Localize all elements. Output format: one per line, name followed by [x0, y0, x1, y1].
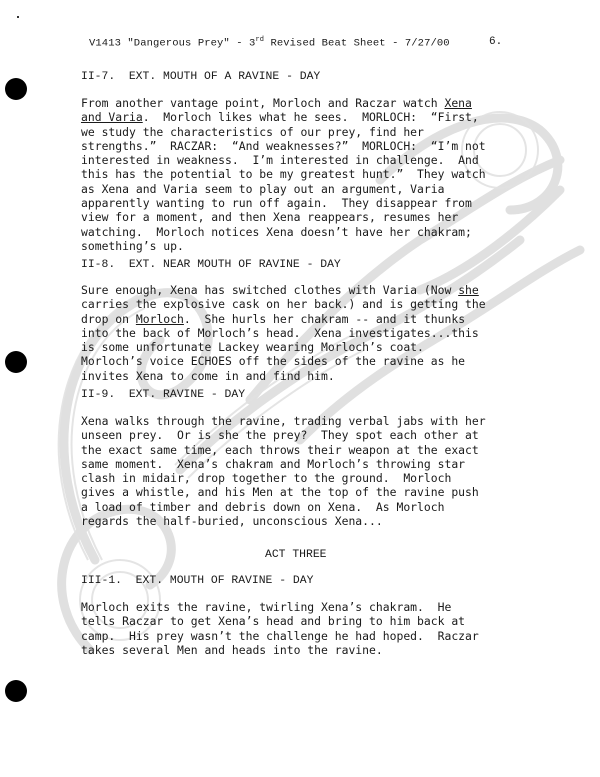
- scene-body: [81, 600, 521, 657]
- line-text: carries the explosive cask on her back.) and is getting the: [81, 297, 486, 312]
- line-text: a load of timber and debris down on Xena. As Morloch: [81, 499, 445, 514]
- underlined-text: Morloch: [135, 311, 184, 326]
- line-text: view for a moment, and then Xena reappears, resumes her: [81, 210, 459, 225]
- line-text: . Morloch likes what he sees. MORLOCH: “First,: [142, 110, 479, 125]
- binder-hole: [5, 78, 27, 100]
- line-text: watching. Morloch notices Xena doesn’t have her chakram;: [81, 224, 472, 239]
- line-text: takes several Men and heads into the ravine.: [81, 642, 383, 657]
- line-text: as Xena and Varia seem to play out an argument, Varia: [81, 181, 445, 196]
- underlined-text: Xena: [444, 96, 472, 110]
- body-line: [81, 643, 521, 657]
- line-text: . She hurls her chakram -- and it thunks: [183, 311, 466, 326]
- line-text: Morloch’s voice ECHOES off the sides of the ravine as he: [81, 354, 466, 369]
- line-text: we study the characteristics of our prey, find her: [81, 124, 424, 139]
- body-line: [81, 110, 521, 124]
- act-heading: ACT THREE: [265, 549, 327, 561]
- body-line: [81, 125, 521, 139]
- body-line: [81, 340, 521, 354]
- body-line: [81, 414, 521, 428]
- line-text: camp. His prey wasn’t the challenge he had hoped. Raczar: [81, 628, 479, 643]
- body-line: [81, 182, 521, 196]
- header-prefix: V1413 "Dangerous Prey" - 3: [89, 37, 256, 50]
- binder-hole: [5, 680, 27, 702]
- body-line: [81, 96, 521, 110]
- line-text: apparently wanting to run off again. They disappear from: [81, 196, 472, 211]
- line-text: interested in weakness. I’m interested in challenge. And: [81, 153, 479, 168]
- page-number: 6.: [489, 36, 503, 48]
- line-text: unseen prey. Or is she the prey? They spot each other at: [81, 428, 479, 443]
- body-line: [81, 239, 521, 253]
- body-line: [81, 354, 521, 368]
- body-line: [81, 369, 521, 383]
- body-line: [81, 225, 521, 239]
- underlined-text: she: [458, 283, 479, 297]
- body-line: [81, 600, 521, 614]
- body-line: [81, 326, 521, 340]
- body-line: [81, 629, 521, 643]
- scene-slug: II-8. EXT. NEAR MOUTH OF RAVINE - DAY: [81, 259, 341, 271]
- body-line: [81, 471, 521, 485]
- line-text: clash in midair, drop together to the ground. Morloch: [81, 471, 452, 486]
- line-text: Sure enough, Xena has switched clothes with Varia (Now: [81, 283, 459, 297]
- body-line: [81, 485, 521, 499]
- body-line: [81, 196, 521, 210]
- line-text: From another vantage point, Morloch and Raczar watch: [81, 96, 445, 110]
- scene-slug: III-1. EXT. MOUTH OF RAVINE - DAY: [81, 575, 314, 587]
- line-text: tells Raczar to get Xena’s head and bring to him back at: [81, 614, 466, 629]
- body-line: [81, 428, 521, 442]
- body-line: [81, 153, 521, 167]
- body-line: [81, 614, 521, 628]
- scene-body: [81, 283, 521, 383]
- line-text: Xena walks through the ravine, trading verbal jabs with her: [81, 414, 486, 428]
- scene-body: [81, 414, 521, 528]
- scene-slug: II-9. EXT. RAVINE - DAY: [81, 389, 246, 401]
- line-text: into the back of Morloch’s head. Xena investigates...this: [81, 325, 479, 340]
- body-line: [81, 297, 521, 311]
- body-line: [81, 139, 521, 153]
- body-line: [81, 457, 521, 471]
- line-text: strengths.” RACZAR: “And weaknesses?” MORLOCH: “I’m not: [81, 138, 486, 153]
- body-line: [81, 210, 521, 224]
- line-text: something’s up.: [81, 238, 184, 253]
- scene-slug: II-7. EXT. MOUTH OF A RAVINE - DAY: [81, 71, 321, 83]
- underlined-text: and Varia: [81, 110, 143, 125]
- scene-body: [81, 96, 521, 253]
- header-suffix: Revised Beat Sheet - 7/27/00: [264, 37, 450, 50]
- line-text: this has the potential to be my greatest hunt.” They watch: [81, 167, 486, 182]
- line-text: Morloch exits the ravine, twirling Xena’s chakram. He: [81, 600, 452, 614]
- body-line: [81, 283, 521, 297]
- line-text: drop on: [81, 311, 136, 326]
- body-line: [81, 500, 521, 514]
- line-text: the exact same time, each throws their weapon at the exact: [81, 442, 479, 457]
- line-text: invites Xena to come in and find him.: [81, 368, 335, 383]
- line-text: is some unfortunate Lackey wearing Morloch’s coat.: [81, 340, 424, 355]
- line-text: gives a whistle, and his Men at the top of the ravine push: [81, 485, 479, 500]
- page-header: [89, 36, 519, 50]
- scan-speck: [17, 16, 19, 18]
- line-text: same moment. Xena’s chakram and Morloch’s throwing star: [81, 456, 466, 471]
- line-text: regards the half-buried, unconscious Xena...: [81, 514, 383, 529]
- body-line: [81, 514, 521, 528]
- body-line: [81, 167, 521, 181]
- body-line: [81, 443, 521, 457]
- binder-hole: [5, 351, 27, 373]
- header-superscript: rd: [255, 36, 265, 44]
- body-line: [81, 312, 521, 326]
